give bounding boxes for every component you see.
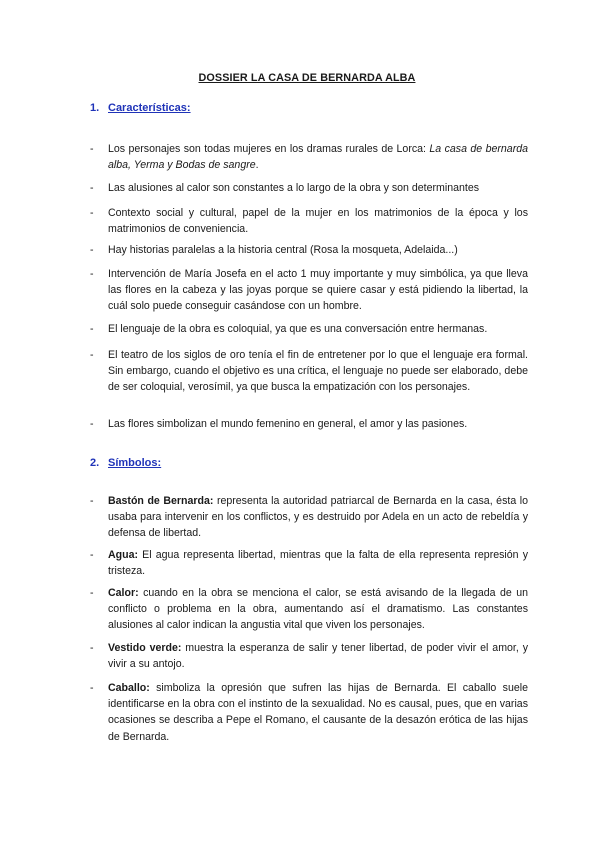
bullet-dash: - [90, 682, 94, 694]
characteristics-list-7 [90, 347, 528, 396]
section-heading-caracteristicas [90, 100, 191, 116]
characteristics-list [90, 141, 528, 173]
list-item [90, 180, 528, 196]
characteristics-list-5 [90, 266, 528, 315]
list-item-text [108, 585, 528, 634]
section-number: 1. [90, 102, 100, 114]
characteristics-list-8 [90, 416, 528, 432]
symbols-list-4 [90, 640, 528, 672]
list-item [90, 242, 528, 258]
list-item-text: Contexto social y cultural, papel de la mujer en los matrimonios de la época y los matrimonios de conveniencia. [108, 207, 528, 236]
symbol-term: Caballo: [108, 682, 150, 694]
symbols-list-5 [90, 680, 528, 745]
bullet-dash: - [90, 349, 94, 361]
bullet-dash: - [90, 587, 94, 599]
bullet-dash: - [90, 549, 94, 561]
bullet-dash: - [90, 244, 94, 256]
list-item [90, 680, 528, 745]
symbols-list-2 [90, 547, 528, 579]
symbol-term: Bastón de Bernarda: [108, 495, 214, 507]
list-item [90, 141, 528, 173]
bullet-dash: - [90, 495, 94, 507]
list-item [90, 347, 528, 396]
list-item-text: El teatro de los siglos de oro tenía el fin de entretener por lo que el lenguaje era formal. Sin embargo, cuando el objetivo es una crítica, el lenguaje no puede ser elaborado, debe de ser coloquial, verosímil, ya que busca la empatización con los personajes. [108, 349, 528, 394]
list-item-text [108, 680, 528, 745]
symbol-description: El agua representa libertad, mientras que la falta de ella representa represión y tristeza. [108, 549, 528, 578]
section-number: 2. [90, 457, 100, 469]
bullet-dash: - [90, 207, 94, 219]
list-item [90, 640, 528, 672]
section-title: Características: [108, 102, 191, 114]
list-item-text: Intervención de María Josefa en el acto 1 muy importante y muy simbólica, ya que lleva las flores en la cabeza y las joyas porque se quiere casar y está pidiendo la libertad, la cuál solo puede conseguir casándose con un hombre. [108, 268, 528, 313]
list-item-text: Hay historias paralelas a la historia central (Rosa la mosqueta, Adelaida...) [108, 244, 458, 256]
bullet-dash: - [90, 418, 94, 430]
characteristics-list-3 [90, 205, 528, 237]
item-text: Los personajes son todas mujeres en los dramas rurales de Lorca: [108, 143, 430, 155]
symbols-list-1 [90, 493, 528, 542]
list-item [90, 493, 528, 542]
list-item [90, 585, 528, 634]
list-item-text [108, 493, 528, 542]
item-italic-text: La casa de bernarda alba, Yerma y Bodas de sangre [108, 143, 528, 172]
symbol-description: cuando en la obra se menciona el calor, se está avisando de la llegada de un conflicto o problema en la obra, aumentando así el dramatismo. Las constantes alusiones al calor indican la angustia vital que viven los personajes. [108, 587, 528, 632]
bullet-dash: - [90, 182, 94, 194]
list-item [90, 416, 528, 432]
symbol-description: simboliza la opresión que sufren las hijas de Bernarda. El caballo suele identificarse en la obra con el instinto de la sexualidad. No es causal, pues, que en varias ocasiones se describa a Pepe el Romano, el causante de la desazón erótica de las hijas de Bernarda. [108, 682, 528, 743]
item-text-end: . [255, 159, 259, 172]
list-item [90, 205, 528, 237]
symbol-term: Vestido verde: [108, 642, 182, 654]
characteristics-list-6 [90, 321, 528, 337]
bullet-dash: - [90, 268, 94, 280]
bullet-dash: - [90, 642, 94, 654]
symbol-description: muestra la esperanza de salir y tener libertad, de poder vivir el amor, y vivir a su antojo. [108, 642, 528, 671]
list-item-text: Las alusiones al calor son constantes a lo largo de la obra y son determinantes [108, 182, 480, 194]
characteristics-list-2 [90, 180, 528, 196]
list-item [90, 321, 528, 337]
list-item-text [108, 141, 528, 173]
list-item-text [108, 547, 528, 579]
list-item-text [108, 640, 528, 672]
document-title: DOSSIER LA CASA DE BERNARDA ALBA [198, 72, 416, 84]
symbol-description: representa la autoridad patriarcal de Bernarda en la casa, ésta lo usaba para intervenir en los conflictos, y es destruido por Adela en un acto de rebeldía y defensa de libertad. [108, 495, 528, 540]
symbol-term: Agua: [108, 549, 139, 561]
characteristics-list-4 [90, 242, 528, 258]
symbols-list-3 [90, 585, 528, 634]
list-item-text: El lenguaje de la obra es coloquial, ya que es una conversación entre hermanas. [108, 323, 488, 335]
bullet-dash: - [90, 143, 94, 155]
bullet-dash: - [90, 323, 94, 335]
symbol-term: Calor: [108, 587, 139, 599]
list-item [90, 266, 528, 315]
section-title: Símbolos: [108, 457, 162, 469]
section-heading-simbolos [90, 455, 161, 471]
list-item-text: Las flores simbolizan el mundo femenino en general, el amor y las pasiones. [108, 418, 468, 430]
list-item [90, 547, 528, 579]
